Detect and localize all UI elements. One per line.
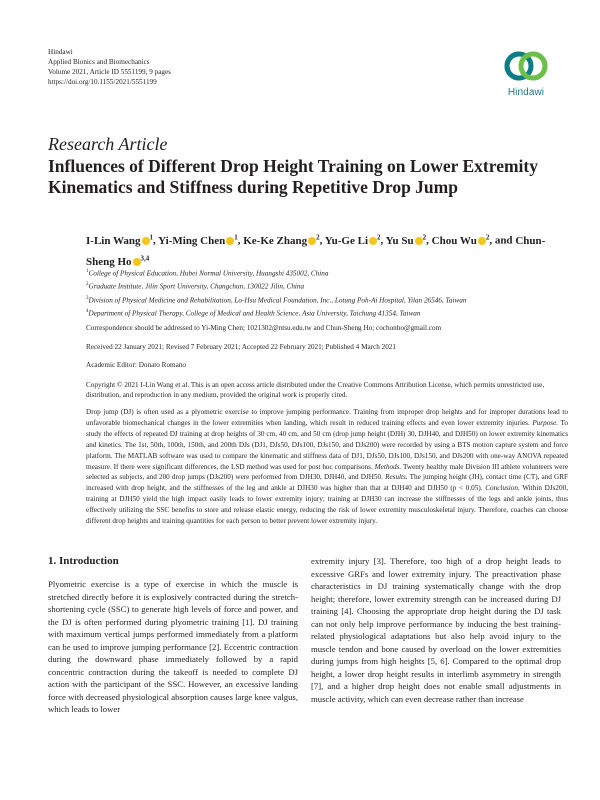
logo-wordmark: Hindawi <box>507 87 545 98</box>
affiliation-list <box>86 266 566 320</box>
author-affiliation-marker: 3,4 <box>140 254 150 263</box>
abstract <box>86 407 568 527</box>
author-name: Ke-Ke Zhang <box>243 234 308 247</box>
affiliation-line <box>86 293 566 306</box>
publisher-name: Hindawi <box>48 48 73 56</box>
author-name: Yu Su <box>385 234 414 247</box>
author <box>386 235 427 247</box>
affiliation-text: Department of Physical Therapy, College of Medical and Health Science, Asia University, Taichung 41354, Taiwan <box>88 309 421 318</box>
article-type: Research Article <box>48 134 168 154</box>
author-affiliation-marker: 2 <box>316 233 320 241</box>
author-affiliation-marker: 2 <box>422 233 427 241</box>
body-column-left: Plyometric exercise is a type of exercise in which the muscle is stretched directly before it is explosively contracted during the stretch-shortening cycle (SSC) to generate high levels of force and power, and the DJ is often performed during plyometric training [1]. DJ training with maximum vertical jumps performed immediately from a platform can be used to improve jumping performance [2]. Eccentric contraction during the downward phase immediately followed by a rapid concentric contraction during the takeoff is needed to complete DJ action with the participant of the SSC. However, an excessive landing force with decreased physiological absorption causes large knee valgus, which leads to lower <box>48 579 298 715</box>
affiliation-marker: 1 <box>86 269 89 274</box>
affiliation-line <box>86 306 566 319</box>
affiliation-text: Division of Physical Medicine and Rehabilitation, Lo-Hsu Medical Foundation, Inc., Lotung Poh-Ai Hospital, Yilan 26546, Taiwan <box>88 296 467 305</box>
academic-editor: Academic Editor: Donato Romano <box>86 361 187 369</box>
affiliation-marker: 3 <box>86 295 89 301</box>
abstract-methods: Twenty healthy male Division III athlete volunteers were selected as subjects, and 200 drop jumps (DJs200) were performed from DJH30, DJH40, and DJH50. <box>86 462 569 482</box>
abstract-methods-label: Methods. <box>374 462 402 471</box>
author <box>243 235 319 247</box>
abstract-results: The jumping height (JH), contact time (CT), and GRF increased with drop height, and the stiffnesses of the leg and ankle at DJH30 was higher than that at DJH40 and DJH50 (p < 0.05). <box>86 473 569 493</box>
affiliation-marker: 4 <box>86 309 89 315</box>
hindawi-logo-icon <box>503 46 549 86</box>
author-affiliation-marker: 2 <box>377 233 381 241</box>
author-name: Yi-Ming Chen <box>158 234 226 247</box>
affiliation-line <box>86 266 566 279</box>
body-column-right: extremity injury [3]. Therefore, too high of a drop height leads to excessive GRFs and lower extremity injury. The preactivation phase characteristics in DJ training systematically change with the drop height; therefore, lower extremity strength can be increased during DJ training [4]. Choosing the appropriate drop height during the DJ task can not only help improve performance by inducing the best training-related physiological adaptations but also help avoid injury to the muscle tendon and bone caused by overload on the lower extremities during jumps from high heights [5, 6]. Compared to the optimal drop height, a lower drop height results in interlimb asymmetry in strength [7], and a higher drop height does not enable small adjustments in muscle activity, which can even decrease rather than increase <box>311 556 561 705</box>
abstract-purpose: To study the effects of repeated DJ training at drop heights of 30 cm, 40 cm, and 50 cm (drop jump height (DJH) 30, DJH40, and DJH50) on lower extremity kinematics and kinetics. The 1st, 50th, 100th, 150th, and 200th DJs (DJ1, DJs50, DJs100, DJs150, and DJs200) were recorded by using a BTS motion capture system and force platform. The MATLAB software was used to compare the kinematic and stiffness data of DJ1, DJs50, DJs100, DJs150, and DJs200 with one-way ANOVA repeated measure. If there were significant differences, the LSD method was used for post hoc comparisons. <box>86 418 568 471</box>
abstract-results-label: Results. <box>385 473 408 482</box>
author-list: I-Lin Wang $^1$, Yi-Ming Chen $^1$, Ke-Ke Zhang $^2$, Yu-Ge Li $^2$, Yu Su $^2$, Chou Wu $^2$, and Chun-Sheng Ho $^{3,4}$ <box>86 233 546 269</box>
correspondence: Correspondence should be addressed to Yi-Ming Chen; 1021302@ntsu.edu.tw and Chun-Sheng Ho; cochonho@gmail.com <box>86 324 442 332</box>
affiliation-text: Graduate Institute, Jilin Sport University, Changchun, 130022 Jilin, China <box>88 282 305 291</box>
abstract-purpose-label: Purpose. <box>532 418 559 427</box>
author-name: I-Lin Wang <box>86 234 141 247</box>
abstract-conclusion: Within DJs200, training at DJH50 yield the high impact easily leads to lower extremity injury; training at DJH30 can increase the stiffnesses of the legs and ankle joints, thus effectively utilizing the SSC benefits to store and release elastic energy, reducing the risk of lower extremity musculoskeletal injury. Therefore, coaches can choose different drop heights and training quantities for each person to better prevent lower extremity injury. <box>86 484 569 526</box>
author-name: Yu-Ge Li <box>324 234 369 247</box>
affiliation-line <box>86 279 566 292</box>
author <box>325 235 381 247</box>
abstract-intro: Drop jump (DJ) is often used as a plyometric exercise to improve jumping performance. Training from improper drop heights and for improper durations lead to unfavorable biomechanical changes in the lower extremities when landing, which result in reduced training effects and even lower extremity injuries. <box>86 408 568 427</box>
volume-line: Volume 2021, Article ID 5551199, 9 pages <box>48 68 171 76</box>
author-name: Chun-Sheng Ho <box>86 234 546 269</box>
author-affiliation-marker: 1 <box>234 233 238 241</box>
orcid-icon[interactable] <box>308 237 316 245</box>
hindawi-logo <box>497 46 555 106</box>
journal-name: Applied Bionics and Biomechanics <box>48 58 150 66</box>
author-name: Chou Wu <box>431 234 477 247</box>
section-heading-introduction: 1. Introduction <box>48 555 119 567</box>
affiliation-marker: 2 <box>86 282 89 288</box>
copyright-notice: Copyright © 2021 I-Lin Wang et al. This is an open access article distributed under the Creative Commons Attribution License, which permits unrestricted use, distribution, and reproduction in any medium, provided the original work is properly cited. <box>86 381 545 399</box>
orcid-icon[interactable] <box>142 237 150 245</box>
author <box>158 235 238 247</box>
author <box>86 235 153 247</box>
orcid-icon[interactable] <box>369 237 377 245</box>
doi-link[interactable]: https://doi.org/10.1155/2021/5551199 <box>48 78 157 86</box>
author <box>432 235 490 247</box>
author-affiliation-marker: 2 <box>485 233 490 241</box>
article-title: Influences of Different Drop Height Training on Lower Extremity Kinematics and Stiffness during Repetitive Drop Jump <box>48 156 538 197</box>
author-affiliation-marker: 1 <box>149 233 154 241</box>
publication-dates: Received 22 January 2021; Revised 7 February 2021; Accepted 22 February 2021; Published 4 March 2021 <box>86 343 396 351</box>
journal-info <box>48 47 171 87</box>
orcid-icon[interactable] <box>478 237 486 245</box>
affiliation-text: College of Physical Education, Hubei Normal University, Huangshi 435002, China <box>88 269 329 278</box>
orcid-icon[interactable] <box>415 237 423 245</box>
abstract-conclusion-label: Conclusion. <box>485 484 520 493</box>
